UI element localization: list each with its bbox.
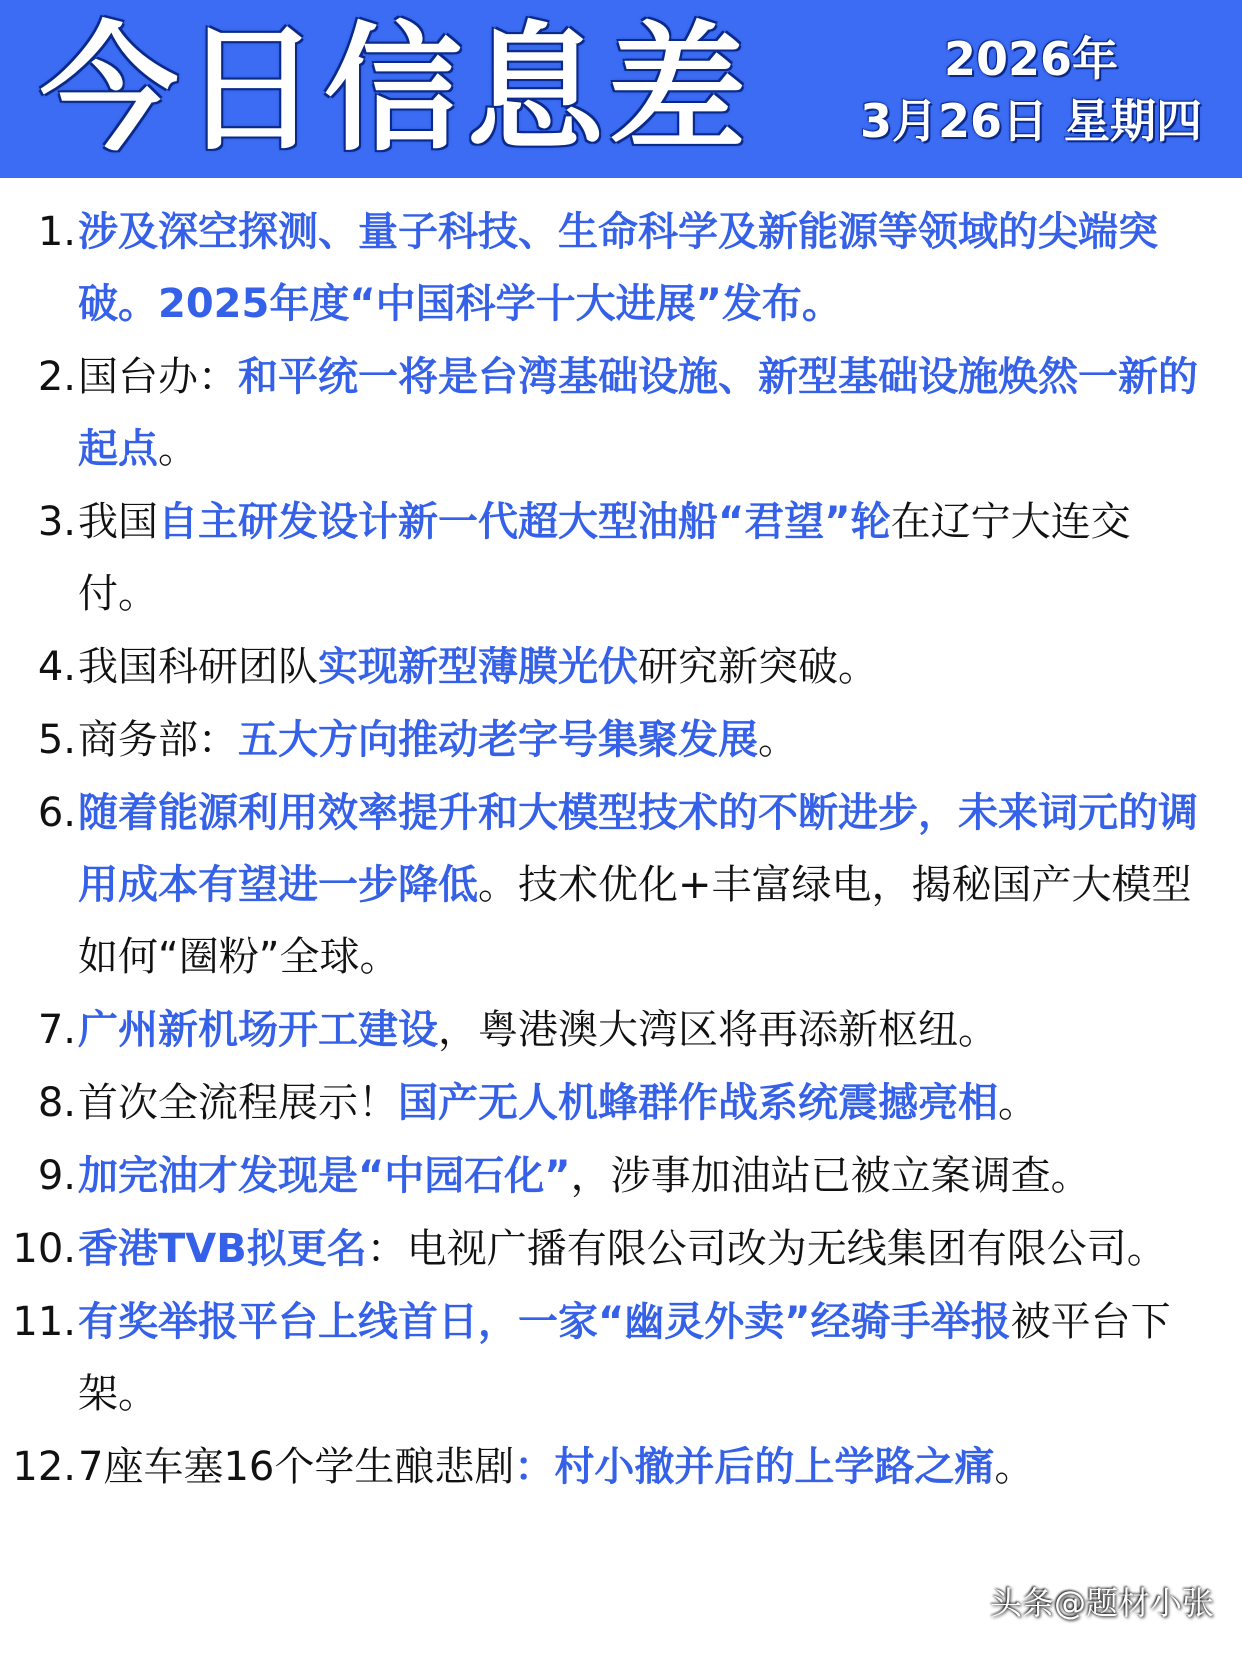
news-plain-text: 我国科研团队 (78, 644, 318, 690)
news-item-number: 1. (37, 209, 76, 255)
news-plain-text: 。 (158, 426, 198, 472)
watermark-text: 头条@题材小张 (989, 1584, 1214, 1622)
news-plain-text: 在辽宁大连交付。 (78, 499, 1131, 617)
news-plain-text: 被平台下架。 (78, 1299, 1171, 1417)
date-year: 2026年 (943, 32, 1118, 86)
news-highlight-text: 五大方向推动老字号集聚发展 (238, 717, 758, 763)
news-highlight-text: ：村小撤并后的上学路之痛 (514, 1444, 995, 1490)
header-banner (0, 0, 1242, 178)
news-plain-text: 。 (758, 717, 798, 763)
news-plain-text: 。技术优化+丰富绿电，揭秘国产大模型如何“圈粉”全球。 (78, 862, 1192, 980)
news-highlight-text: 涉及深空探测、量子科技、生命科学及新能源等领域的尖端突破。2025年度“中国科学十大进展”发布。 (78, 209, 1158, 327)
news-item (0, 1286, 1242, 1430)
news-item (0, 196, 1242, 340)
news-highlight-text: 有奖举报平台上线首日，一家“幽灵外卖”经骑手举报 (78, 1299, 1011, 1345)
news-plain-text: ：电视广播有限公司改为无线集团有限公司。 (366, 1226, 1167, 1272)
news-plain-text: ，涉事加油站已被立案调查。 (570, 1153, 1091, 1199)
news-highlight-text: 国产无人机蜂群作战系统震撼亮相 (398, 1080, 998, 1126)
news-highlight-text: 随着能源利用效率提升和大模型技术的不断进步，未来词元的调用成本有望进一步降低 (78, 790, 1198, 908)
news-plain-text: 商务部： (78, 717, 238, 763)
news-item-number: 7. (37, 1007, 76, 1053)
news-item (0, 1431, 1242, 1503)
news-item (0, 1067, 1242, 1139)
news-plain-text: ，粤港澳大湾区将再添新枢纽。 (438, 1007, 998, 1053)
news-item-number: 3. (37, 499, 76, 545)
news-item (0, 994, 1242, 1066)
news-item (0, 486, 1242, 630)
news-plain-text: 7座车塞16个学生酿悲剧 (78, 1444, 515, 1490)
news-item-number: 10. (12, 1226, 76, 1272)
date-block (860, 28, 1202, 152)
news-item-number: 12. (12, 1444, 76, 1490)
news-item (0, 777, 1242, 993)
news-plain-text: 。 (994, 1444, 1035, 1490)
news-item-number: 11. (12, 1299, 76, 1345)
date-day-weekday: 3月26日 星期四 (859, 94, 1202, 148)
news-plain-text: 首次全流程展示！ (78, 1080, 398, 1126)
news-plain-text: 。 (998, 1080, 1038, 1126)
news-item-number: 2. (37, 354, 76, 400)
news-item-number: 9. (37, 1153, 76, 1199)
news-item (0, 631, 1242, 703)
page-title: 今日信息差 (40, 9, 751, 170)
news-highlight-text: 香港TVB拟更名 (78, 1226, 367, 1272)
news-list (0, 196, 1242, 1504)
news-plain-text: 我国 (78, 499, 158, 545)
news-item-number: 6. (37, 790, 76, 836)
news-highlight-text: 加完油才发现是“中园石化” (78, 1153, 571, 1199)
news-plain-text: 国台办： (78, 354, 238, 400)
news-item-number: 5. (37, 717, 76, 763)
news-highlight-text: 自主研发设计新一代超大型油船“君望”轮 (158, 499, 891, 545)
news-highlight-text: 和平统一将是台湾基础设施、新型基础设施焕然一新的起点 (78, 354, 1198, 472)
news-item (0, 341, 1242, 485)
news-item-number: 8. (37, 1080, 76, 1126)
news-item (0, 1140, 1242, 1212)
news-highlight-text: 广州新机场开工建设 (78, 1007, 438, 1053)
news-highlight-text: 实现新型薄膜光伏 (318, 644, 638, 690)
news-item-number: 4. (37, 644, 76, 690)
news-plain-text: 研究新突破。 (638, 644, 878, 690)
news-item (0, 704, 1242, 776)
news-item (0, 1213, 1242, 1285)
